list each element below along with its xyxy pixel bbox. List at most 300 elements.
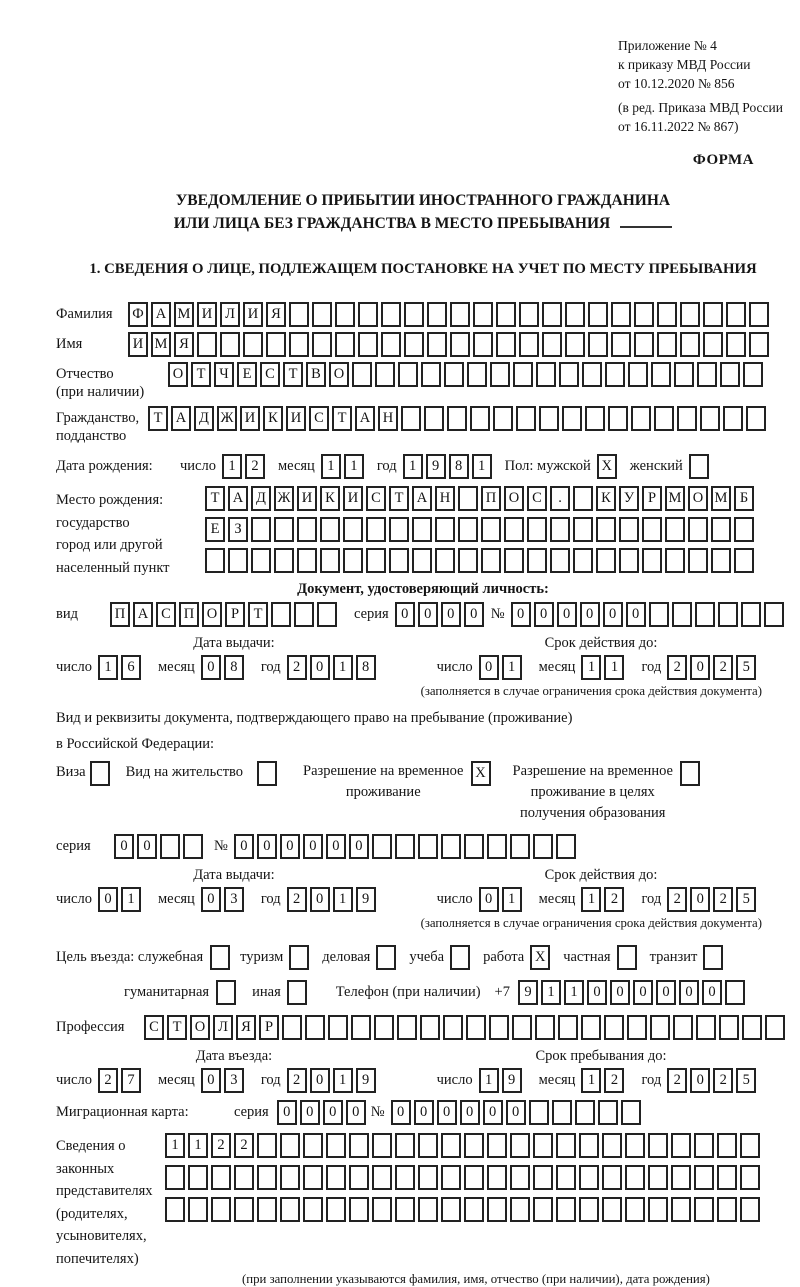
form-cell[interactable] [726, 302, 746, 327]
form-cell[interactable]: 0 [326, 834, 346, 859]
form-cell[interactable] [556, 1197, 576, 1222]
form-cell[interactable] [487, 1197, 507, 1222]
form-cell[interactable] [211, 1165, 231, 1190]
form-cell[interactable]: 0 [511, 602, 531, 627]
form-cell[interactable] [634, 332, 654, 357]
form-cell[interactable] [696, 1015, 716, 1040]
form-cell[interactable]: И [243, 302, 263, 327]
form-cell[interactable]: 2 [667, 887, 687, 912]
form-cell[interactable]: Ф [128, 302, 148, 327]
form-cell[interactable] [680, 332, 700, 357]
form-cell[interactable] [441, 1133, 461, 1158]
form-cell[interactable] [703, 302, 723, 327]
form-cell[interactable] [404, 332, 424, 357]
form-cell[interactable] [588, 332, 608, 357]
temp-residence-checkbox[interactable]: X [471, 761, 491, 786]
form-cell[interactable] [550, 548, 570, 573]
form-cell[interactable] [473, 302, 493, 327]
form-cell[interactable] [582, 362, 602, 387]
form-cell[interactable]: 1 [564, 980, 584, 1005]
form-cell[interactable] [211, 1197, 231, 1222]
form-cell[interactable]: 0 [460, 1100, 480, 1125]
form-cell[interactable] [657, 332, 677, 357]
form-cell[interactable] [366, 548, 386, 573]
form-cell[interactable] [742, 1015, 762, 1040]
form-cell[interactable]: 9 [502, 1068, 522, 1093]
form-cell[interactable] [188, 1197, 208, 1222]
form-cell[interactable] [395, 834, 415, 859]
form-cell[interactable] [510, 1133, 530, 1158]
form-cell[interactable]: 1 [222, 454, 242, 479]
form-cell[interactable]: Т [332, 406, 352, 431]
form-cell[interactable] [579, 1133, 599, 1158]
form-cell[interactable] [513, 362, 533, 387]
form-cell[interactable] [443, 1015, 463, 1040]
form-cell[interactable]: 1 [333, 887, 353, 912]
form-cell[interactable]: А [171, 406, 191, 431]
purpose-private-checkbox[interactable] [617, 945, 637, 970]
form-cell[interactable] [444, 362, 464, 387]
form-cell[interactable] [320, 548, 340, 573]
form-cell[interactable] [234, 1197, 254, 1222]
form-cell[interactable] [573, 548, 593, 573]
form-cell[interactable] [328, 1015, 348, 1040]
form-cell[interactable]: 1 [581, 887, 601, 912]
form-cell[interactable]: 0 [580, 602, 600, 627]
form-cell[interactable]: М [151, 332, 171, 357]
form-cell[interactable] [579, 1197, 599, 1222]
form-cell[interactable]: Л [220, 302, 240, 327]
form-cell[interactable] [631, 406, 651, 431]
form-cell[interactable]: 0 [479, 655, 499, 680]
form-cell[interactable] [642, 548, 662, 573]
form-cell[interactable]: 0 [300, 1100, 320, 1125]
form-cell[interactable]: 1 [165, 1133, 185, 1158]
form-cell[interactable]: 2 [234, 1133, 254, 1158]
form-cell[interactable]: А [151, 302, 171, 327]
form-cell[interactable]: 1 [333, 1068, 353, 1093]
form-cell[interactable] [504, 517, 524, 542]
form-cell[interactable] [604, 1015, 624, 1040]
form-cell[interactable]: 0 [280, 834, 300, 859]
form-cell[interactable] [581, 1015, 601, 1040]
form-cell[interactable]: И [297, 486, 317, 511]
form-cell[interactable]: 0 [391, 1100, 411, 1125]
form-cell[interactable] [165, 1197, 185, 1222]
form-cell[interactable] [481, 548, 501, 573]
form-cell[interactable]: 0 [633, 980, 653, 1005]
form-cell[interactable]: 5 [736, 1068, 756, 1093]
form-cell[interactable] [335, 332, 355, 357]
form-cell[interactable] [621, 1100, 641, 1125]
form-cell[interactable] [723, 406, 743, 431]
form-cell[interactable] [740, 1165, 760, 1190]
form-cell[interactable]: К [596, 486, 616, 511]
form-cell[interactable]: 7 [121, 1068, 141, 1093]
form-cell[interactable] [274, 548, 294, 573]
form-cell[interactable] [556, 1165, 576, 1190]
form-cell[interactable] [458, 548, 478, 573]
form-cell[interactable] [412, 517, 432, 542]
form-cell[interactable] [271, 602, 291, 627]
form-cell[interactable] [558, 1015, 578, 1040]
form-cell[interactable]: М [174, 302, 194, 327]
form-cell[interactable]: 2 [245, 454, 265, 479]
form-cell[interactable]: 0 [234, 834, 254, 859]
form-cell[interactable]: О [190, 1015, 210, 1040]
form-cell[interactable]: 8 [356, 655, 376, 680]
form-cell[interactable]: О [504, 486, 524, 511]
form-cell[interactable] [533, 834, 553, 859]
form-cell[interactable] [648, 1165, 668, 1190]
form-cell[interactable] [720, 362, 740, 387]
form-cell[interactable] [674, 362, 694, 387]
form-cell[interactable] [694, 1165, 714, 1190]
form-cell[interactable]: 0 [690, 887, 710, 912]
form-cell[interactable] [450, 302, 470, 327]
form-cell[interactable]: П [179, 602, 199, 627]
form-cell[interactable] [673, 1015, 693, 1040]
sex-female-checkbox[interactable] [689, 454, 709, 479]
form-cell[interactable] [542, 302, 562, 327]
form-cell[interactable]: 1 [472, 454, 492, 479]
form-cell[interactable] [512, 1015, 532, 1040]
form-cell[interactable] [740, 1133, 760, 1158]
form-cell[interactable] [649, 602, 669, 627]
form-cell[interactable] [294, 602, 314, 627]
form-cell[interactable]: 0 [534, 602, 554, 627]
purpose-other-checkbox[interactable] [287, 980, 307, 1005]
form-cell[interactable] [303, 1165, 323, 1190]
form-cell[interactable]: О [329, 362, 349, 387]
form-cell[interactable]: 1 [333, 655, 353, 680]
form-cell[interactable] [234, 1165, 254, 1190]
form-cell[interactable]: 0 [310, 655, 330, 680]
form-cell[interactable]: 1 [502, 655, 522, 680]
form-cell[interactable] [619, 517, 639, 542]
form-cell[interactable] [326, 1165, 346, 1190]
form-cell[interactable] [165, 1165, 185, 1190]
form-cell[interactable] [694, 1197, 714, 1222]
form-cell[interactable] [536, 362, 556, 387]
form-cell[interactable]: 0 [679, 980, 699, 1005]
form-cell[interactable]: 3 [224, 887, 244, 912]
form-cell[interactable] [441, 834, 461, 859]
form-cell[interactable] [352, 362, 372, 387]
form-cell[interactable] [579, 1165, 599, 1190]
form-cell[interactable] [160, 834, 180, 859]
form-cell[interactable] [496, 332, 516, 357]
form-cell[interactable] [749, 302, 769, 327]
form-cell[interactable]: 1 [581, 655, 601, 680]
form-cell[interactable] [421, 362, 441, 387]
form-cell[interactable]: И [197, 302, 217, 327]
form-cell[interactable] [496, 302, 516, 327]
form-cell[interactable]: Ж [217, 406, 237, 431]
form-cell[interactable]: О [168, 362, 188, 387]
form-cell[interactable]: С [156, 602, 176, 627]
form-cell[interactable] [510, 1197, 530, 1222]
form-cell[interactable] [183, 834, 203, 859]
form-cell[interactable] [326, 1197, 346, 1222]
temp-residence-edu-checkbox[interactable] [680, 761, 700, 786]
form-cell[interactable] [741, 602, 761, 627]
form-cell[interactable]: З [228, 517, 248, 542]
form-cell[interactable] [749, 332, 769, 357]
form-cell[interactable]: 0 [114, 834, 134, 859]
form-cell[interactable] [349, 1165, 369, 1190]
form-cell[interactable] [447, 406, 467, 431]
form-cell[interactable] [734, 548, 754, 573]
form-cell[interactable] [374, 1015, 394, 1040]
form-cell[interactable]: 2 [667, 655, 687, 680]
form-cell[interactable]: 1 [541, 980, 561, 1005]
form-cell[interactable] [562, 406, 582, 431]
form-cell[interactable]: 0 [437, 1100, 457, 1125]
form-cell[interactable]: 0 [441, 602, 461, 627]
form-cell[interactable]: Я [266, 302, 286, 327]
form-cell[interactable] [358, 302, 378, 327]
form-cell[interactable]: 0 [464, 602, 484, 627]
form-cell[interactable]: Д [251, 486, 271, 511]
form-cell[interactable]: 0 [303, 834, 323, 859]
form-cell[interactable] [743, 362, 763, 387]
form-cell[interactable] [711, 548, 731, 573]
form-cell[interactable] [489, 1015, 509, 1040]
form-cell[interactable] [375, 362, 395, 387]
form-cell[interactable]: 0 [557, 602, 577, 627]
form-cell[interactable] [625, 1133, 645, 1158]
form-cell[interactable] [688, 548, 708, 573]
form-cell[interactable]: 9 [518, 980, 538, 1005]
form-cell[interactable]: Т [389, 486, 409, 511]
form-cell[interactable]: 0 [201, 887, 221, 912]
form-cell[interactable] [671, 1165, 691, 1190]
form-cell[interactable]: 0 [346, 1100, 366, 1125]
form-cell[interactable]: И [128, 332, 148, 357]
form-cell[interactable]: 0 [277, 1100, 297, 1125]
form-cell[interactable] [671, 1197, 691, 1222]
form-cell[interactable]: 8 [449, 454, 469, 479]
form-cell[interactable] [228, 548, 248, 573]
form-cell[interactable]: И [240, 406, 260, 431]
form-cell[interactable] [303, 1197, 323, 1222]
form-cell[interactable] [725, 980, 745, 1005]
form-cell[interactable] [694, 1133, 714, 1158]
form-cell[interactable] [205, 548, 225, 573]
form-cell[interactable]: 0 [98, 887, 118, 912]
form-cell[interactable] [424, 406, 444, 431]
form-cell[interactable]: Т [167, 1015, 187, 1040]
form-cell[interactable] [625, 1197, 645, 1222]
form-cell[interactable] [650, 1015, 670, 1040]
form-cell[interactable]: 0 [418, 602, 438, 627]
form-cell[interactable] [389, 517, 409, 542]
form-cell[interactable]: 0 [690, 1068, 710, 1093]
form-cell[interactable] [372, 1165, 392, 1190]
form-cell[interactable] [559, 362, 579, 387]
form-cell[interactable] [312, 332, 332, 357]
form-cell[interactable] [605, 362, 625, 387]
form-cell[interactable]: 2 [667, 1068, 687, 1093]
form-cell[interactable]: 9 [356, 887, 376, 912]
form-cell[interactable]: С [260, 362, 280, 387]
form-cell[interactable] [726, 332, 746, 357]
form-cell[interactable] [611, 332, 631, 357]
form-cell[interactable] [251, 517, 271, 542]
form-cell[interactable] [519, 302, 539, 327]
form-cell[interactable] [665, 548, 685, 573]
form-cell[interactable] [464, 1197, 484, 1222]
form-cell[interactable]: Т [148, 406, 168, 431]
form-cell[interactable] [458, 517, 478, 542]
form-cell[interactable]: 2 [98, 1068, 118, 1093]
form-cell[interactable]: И [343, 486, 363, 511]
form-cell[interactable]: С [309, 406, 329, 431]
form-cell[interactable] [695, 602, 715, 627]
form-cell[interactable] [427, 302, 447, 327]
form-cell[interactable] [625, 1165, 645, 1190]
form-cell[interactable] [535, 1015, 555, 1040]
form-cell[interactable]: 9 [356, 1068, 376, 1093]
form-cell[interactable] [596, 517, 616, 542]
form-cell[interactable] [700, 406, 720, 431]
form-cell[interactable] [464, 1165, 484, 1190]
form-cell[interactable] [550, 517, 570, 542]
form-cell[interactable]: 0 [323, 1100, 343, 1125]
visa-checkbox[interactable] [90, 761, 110, 786]
form-cell[interactable]: 0 [656, 980, 676, 1005]
form-cell[interactable] [717, 1165, 737, 1190]
form-cell[interactable] [596, 548, 616, 573]
form-cell[interactable] [493, 406, 513, 431]
form-cell[interactable]: 2 [713, 887, 733, 912]
form-cell[interactable]: Е [205, 517, 225, 542]
form-cell[interactable] [490, 362, 510, 387]
form-cell[interactable]: 1 [479, 1068, 499, 1093]
form-cell[interactable]: 3 [224, 1068, 244, 1093]
form-cell[interactable] [435, 548, 455, 573]
form-cell[interactable]: 1 [98, 655, 118, 680]
form-cell[interactable] [487, 1133, 507, 1158]
form-cell[interactable]: Б [734, 486, 754, 511]
form-cell[interactable] [573, 517, 593, 542]
form-cell[interactable]: Я [174, 332, 194, 357]
form-cell[interactable]: Р [225, 602, 245, 627]
form-cell[interactable] [688, 517, 708, 542]
form-cell[interactable] [573, 486, 593, 511]
form-cell[interactable]: 9 [426, 454, 446, 479]
form-cell[interactable]: 1 [581, 1068, 601, 1093]
form-cell[interactable]: Л [213, 1015, 233, 1040]
form-cell[interactable] [266, 332, 286, 357]
form-cell[interactable]: 2 [604, 887, 624, 912]
form-cell[interactable] [317, 602, 337, 627]
form-cell[interactable]: 0 [479, 887, 499, 912]
form-cell[interactable]: Т [283, 362, 303, 387]
form-cell[interactable] [274, 517, 294, 542]
residence-permit-checkbox[interactable] [257, 761, 277, 786]
form-cell[interactable] [427, 332, 447, 357]
form-cell[interactable] [734, 517, 754, 542]
form-cell[interactable]: А [412, 486, 432, 511]
form-cell[interactable]: 2 [713, 655, 733, 680]
form-cell[interactable]: М [665, 486, 685, 511]
form-cell[interactable] [381, 302, 401, 327]
form-cell[interactable] [510, 1165, 530, 1190]
form-cell[interactable] [464, 1133, 484, 1158]
form-cell[interactable]: Н [435, 486, 455, 511]
form-cell[interactable] [297, 517, 317, 542]
form-cell[interactable] [765, 1015, 785, 1040]
form-cell[interactable] [529, 1100, 549, 1125]
form-cell[interactable] [412, 548, 432, 573]
form-cell[interactable] [257, 1165, 277, 1190]
form-cell[interactable] [372, 834, 392, 859]
form-cell[interactable] [395, 1133, 415, 1158]
form-cell[interactable] [450, 332, 470, 357]
form-cell[interactable] [435, 517, 455, 542]
form-cell[interactable]: 0 [395, 602, 415, 627]
form-cell[interactable] [718, 602, 738, 627]
form-cell[interactable] [608, 406, 628, 431]
form-cell[interactable] [533, 1165, 553, 1190]
form-cell[interactable] [349, 1197, 369, 1222]
form-cell[interactable] [565, 332, 585, 357]
form-cell[interactable] [611, 302, 631, 327]
form-cell[interactable]: Я [236, 1015, 256, 1040]
form-cell[interactable]: 1 [502, 887, 522, 912]
form-cell[interactable]: . [550, 486, 570, 511]
form-cell[interactable] [677, 406, 697, 431]
form-cell[interactable]: П [481, 486, 501, 511]
form-cell[interactable] [197, 332, 217, 357]
form-cell[interactable] [642, 517, 662, 542]
form-cell[interactable]: 0 [201, 655, 221, 680]
form-cell[interactable] [565, 302, 585, 327]
form-cell[interactable] [320, 517, 340, 542]
form-cell[interactable] [418, 1165, 438, 1190]
form-cell[interactable] [467, 362, 487, 387]
form-cell[interactable]: М [711, 486, 731, 511]
form-cell[interactable]: Р [642, 486, 662, 511]
form-cell[interactable]: А [355, 406, 375, 431]
form-cell[interactable]: 1 [403, 454, 423, 479]
form-cell[interactable] [418, 1133, 438, 1158]
sex-male-checkbox[interactable]: X [597, 454, 617, 479]
form-cell[interactable] [303, 1133, 323, 1158]
form-cell[interactable] [588, 302, 608, 327]
form-cell[interactable] [305, 1015, 325, 1040]
form-cell[interactable]: А [133, 602, 153, 627]
purpose-transit-checkbox[interactable] [703, 945, 723, 970]
form-cell[interactable]: Т [205, 486, 225, 511]
form-cell[interactable] [654, 406, 674, 431]
form-cell[interactable]: У [619, 486, 639, 511]
form-cell[interactable]: 0 [414, 1100, 434, 1125]
form-cell[interactable] [335, 302, 355, 327]
form-cell[interactable] [441, 1197, 461, 1222]
form-cell[interactable] [481, 517, 501, 542]
form-cell[interactable] [619, 548, 639, 573]
purpose-tourism-checkbox[interactable] [289, 945, 309, 970]
form-cell[interactable]: 1 [188, 1133, 208, 1158]
form-cell[interactable] [533, 1197, 553, 1222]
purpose-study-checkbox[interactable] [450, 945, 470, 970]
form-cell[interactable] [282, 1015, 302, 1040]
form-cell[interactable] [418, 1197, 438, 1222]
form-cell[interactable] [527, 517, 547, 542]
